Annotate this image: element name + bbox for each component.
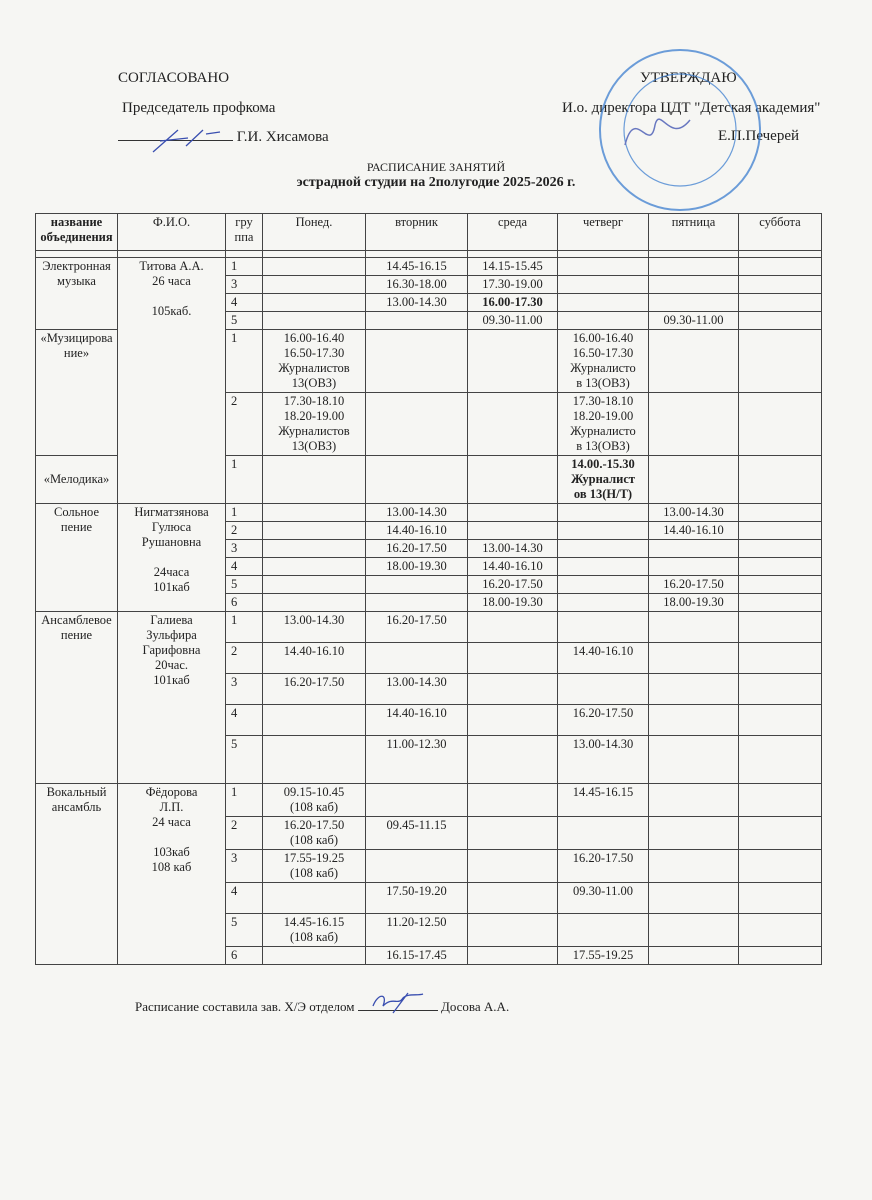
schedule-cell: [468, 914, 558, 947]
schedule-cell: 13.00-14.30: [468, 540, 558, 558]
program-name: Вокальный ансамбль: [36, 784, 118, 965]
schedule-cell: [263, 705, 366, 736]
schedule-cell: [558, 294, 649, 312]
schedule-cell: 13.00-14.30: [366, 504, 468, 522]
schedule-cell: 16.20-17.50: [468, 576, 558, 594]
empty-cell: [118, 251, 226, 258]
group-number: 3: [226, 276, 263, 294]
schedule-cell: 16.20-17.50: [366, 612, 468, 643]
schedule-cell: [739, 258, 822, 276]
schedule-cell: [468, 736, 558, 784]
teacher-name: Нигматзянова Гулюса Рушановна 24часа 101каб: [118, 504, 226, 612]
schedule-cell: 18.00-19.30: [468, 594, 558, 612]
schedule-cell: 14.40-16.10: [468, 558, 558, 576]
schedule-cell: [468, 330, 558, 393]
schedule-cell: 16.20-17.50: [558, 850, 649, 883]
chair-title: Председатель профкома: [122, 100, 276, 116]
column-header: пятница: [649, 214, 739, 251]
schedule-cell: [739, 276, 822, 294]
schedule-cell: [468, 705, 558, 736]
schedule-cell: [468, 850, 558, 883]
chair-signature-line: [118, 129, 329, 146]
schedule-cell: [558, 674, 649, 705]
schedule-cell: [468, 393, 558, 456]
schedule-cell: [558, 612, 649, 643]
schedule-cell: [739, 594, 822, 612]
schedule-cell: [649, 784, 739, 817]
schedule-cell: [558, 594, 649, 612]
group-number: 3: [226, 540, 263, 558]
schedule-cell: [739, 817, 822, 850]
schedule-cell: 11.20-12.50: [366, 914, 468, 947]
schedule-cell: [263, 312, 366, 330]
schedule-cell: 14.45-16.15: [558, 784, 649, 817]
schedule-cell: 17.30-18.10 18.20-19.00 Журналистов 13(ОВЗ): [263, 393, 366, 456]
schedule-cell: [649, 393, 739, 456]
schedule-cell: 16.20-17.50: [366, 540, 468, 558]
schedule-cell: 14.45-16.15 (108 каб): [263, 914, 366, 947]
schedule-cell: [366, 643, 468, 674]
schedule-cell: [366, 784, 468, 817]
group-number: 5: [226, 576, 263, 594]
schedule-cell: [649, 330, 739, 393]
schedule-cell: 13.00-14.30: [649, 504, 739, 522]
schedule-cell: [649, 947, 739, 965]
schedule-cell: [649, 736, 739, 784]
schedule-cell: [558, 258, 649, 276]
document-title: РАСПИСАНИЕ ЗАНЯТИЙ: [366, 160, 506, 174]
schedule-cell: [468, 456, 558, 504]
schedule-cell: [739, 643, 822, 674]
schedule-cell: 13.00-14.30: [263, 612, 366, 643]
empty-cell: [558, 251, 649, 258]
footer: [135, 996, 509, 1015]
schedule-cell: [649, 674, 739, 705]
schedule-cell: [739, 294, 822, 312]
schedule-cell: [739, 914, 822, 947]
schedule-cell: [649, 914, 739, 947]
program-name: «Музицирова ние»: [36, 330, 118, 456]
schedule-cell: [468, 504, 558, 522]
schedule-cell: [558, 576, 649, 594]
schedule-cell: 13.00-14.30: [558, 736, 649, 784]
schedule-cell: [366, 393, 468, 456]
schedule-cell: 17.50-19.20: [366, 883, 468, 914]
schedule-cell: [649, 456, 739, 504]
schedule-cell: 16.20-17.50: [558, 705, 649, 736]
schedule-cell: [558, 914, 649, 947]
column-header: суббота: [739, 214, 822, 251]
schedule-cell: [649, 643, 739, 674]
schedule-cell: [468, 674, 558, 705]
schedule-cell: [739, 330, 822, 393]
column-header: гру ппа: [226, 214, 263, 251]
schedule-cell: 14.00.-15.30 Журналист ов 13(Н/Т): [558, 456, 649, 504]
group-number: 1: [226, 784, 263, 817]
schedule-cell: 16.15-17.45: [366, 947, 468, 965]
spacer-row: [36, 251, 822, 258]
schedule-cell: [739, 784, 822, 817]
schedule-cell: [739, 705, 822, 736]
schedule-cell: [739, 312, 822, 330]
schedule-cell: [366, 456, 468, 504]
schedule-cell: 17.30-19.00: [468, 276, 558, 294]
schedule-cell: [263, 558, 366, 576]
schedule-cell: [263, 947, 366, 965]
empty-cell: [468, 251, 558, 258]
schedule-cell: [649, 883, 739, 914]
document-subtitle: эстрадной студии на 2полугодие 2025-2026 г.: [296, 175, 576, 190]
footer-label: Расписание составила зав. Х/Э отделом: [135, 999, 355, 1014]
schedule-cell: [366, 312, 468, 330]
table-row: [36, 784, 822, 817]
schedule-cell: [649, 558, 739, 576]
schedule-cell: 18.00-19.30: [649, 594, 739, 612]
column-header: четверг: [558, 214, 649, 251]
column-header: название объединения: [36, 214, 118, 251]
schedule-cell: 09.30-11.00: [649, 312, 739, 330]
agreed-label: СОГЛАСОВАНО: [118, 70, 230, 86]
schedule-cell: [739, 522, 822, 540]
group-number: 5: [226, 914, 263, 947]
table-row: [36, 504, 822, 522]
schedule-cell: 14.40-16.10: [263, 643, 366, 674]
table-row: [36, 612, 822, 643]
chair-name: Г.И. Хисамова: [236, 129, 329, 145]
program-name: Ансамблевое пение: [36, 612, 118, 784]
schedule-cell: [739, 576, 822, 594]
schedule-cell: [263, 276, 366, 294]
group-number: 1: [226, 504, 263, 522]
group-number: 3: [226, 674, 263, 705]
schedule-cell: [739, 456, 822, 504]
schedule-cell: [468, 612, 558, 643]
schedule-cell: 09.15-10.45 (108 каб): [263, 784, 366, 817]
column-header: среда: [468, 214, 558, 251]
schedule-cell: 18.00-19.30: [366, 558, 468, 576]
schedule-cell: [468, 643, 558, 674]
schedule-cell: [739, 736, 822, 784]
schedule-cell: 14.40-16.10: [366, 522, 468, 540]
teacher-name: Фёдорова Л.П. 24 часа 103каб 108 каб: [118, 784, 226, 965]
schedule-cell: [263, 594, 366, 612]
empty-cell: [36, 251, 118, 258]
schedule-cell: [366, 576, 468, 594]
schedule-cell: 16.20-17.50: [263, 674, 366, 705]
schedule-cell: 17.55-19.25: [558, 947, 649, 965]
signature-chair: [118, 140, 233, 141]
schedule-cell: [366, 594, 468, 612]
director-title: И.о. директора ЦДТ "Детская академия": [562, 100, 821, 116]
schedule-cell: [739, 883, 822, 914]
group-number: 1: [226, 456, 263, 504]
empty-cell: [366, 251, 468, 258]
schedule-cell: 09.45-11.15: [366, 817, 468, 850]
column-header: вторник: [366, 214, 468, 251]
schedule-cell: [263, 504, 366, 522]
schedule-cell: [558, 504, 649, 522]
schedule-cell: [558, 276, 649, 294]
teacher-name: Галиева Зульфира Гарифовна 20час. 101каб: [118, 612, 226, 784]
schedule-cell: [366, 850, 468, 883]
schedule-cell: 13.00-14.30: [366, 674, 468, 705]
schedule-cell: 14.40-16.10: [649, 522, 739, 540]
schedule-cell: [649, 817, 739, 850]
schedule-cell: 09.30-11.00: [468, 312, 558, 330]
group-number: 4: [226, 883, 263, 914]
schedule-cell: [739, 558, 822, 576]
group-number: 3: [226, 850, 263, 883]
schedule-cell: 16.20-17.50 (108 каб): [263, 817, 366, 850]
schedule-cell: [558, 522, 649, 540]
schedule-cell: [263, 294, 366, 312]
empty-cell: [739, 251, 822, 258]
group-number: 4: [226, 705, 263, 736]
empty-cell: [226, 251, 263, 258]
program-name: Сольное пение: [36, 504, 118, 612]
signature-author: [358, 996, 438, 1011]
schedule-cell: [739, 612, 822, 643]
schedule-cell: 09.30-11.00: [558, 883, 649, 914]
schedule-cell: 14.40-16.10: [366, 705, 468, 736]
schedule-cell: [739, 393, 822, 456]
teacher-name: Титова А.А. 26 часа 105каб.: [118, 258, 226, 504]
footer-name: Досова А.А.: [440, 999, 510, 1014]
schedule-cell: 17.55-19.25 (108 каб): [263, 850, 366, 883]
program-name: Электронная музыка: [36, 258, 118, 330]
group-number: 1: [226, 330, 263, 393]
group-number: 2: [226, 522, 263, 540]
schedule-cell: [739, 674, 822, 705]
empty-cell: [263, 251, 366, 258]
schedule-cell: [263, 258, 366, 276]
schedule-cell: [739, 504, 822, 522]
schedule-cell: 16.00-16.40 16.50-17.30 Журналисто в 13(ОВЗ): [558, 330, 649, 393]
approve-label: УТВЕРЖДАЮ: [640, 70, 737, 86]
schedule-cell: 13.00-14.30: [366, 294, 468, 312]
schedule-cell: 17.30-18.10 18.20-19.00 Журналисто в 13(ОВЗ): [558, 393, 649, 456]
schedule-cell: 14.15-15.45: [468, 258, 558, 276]
schedule-cell: [649, 705, 739, 736]
signature-chair-icon: [148, 126, 228, 156]
schedule-cell: [739, 540, 822, 558]
schedule-cell: [649, 540, 739, 558]
group-number: 2: [226, 393, 263, 456]
schedule-cell: [649, 294, 739, 312]
schedule-cell: 11.00-12.30: [366, 736, 468, 784]
table-row: [36, 258, 822, 276]
schedule-cell: [468, 883, 558, 914]
schedule-cell: [649, 850, 739, 883]
schedule-cell: [468, 817, 558, 850]
program-name: «Мелодика»: [36, 456, 118, 504]
schedule-cell: [263, 456, 366, 504]
schedule-cell: [468, 947, 558, 965]
schedule-cell: 16.00-17.30: [468, 294, 558, 312]
signature-author-icon: [368, 988, 428, 1014]
group-number: 1: [226, 258, 263, 276]
schedule-cell: 16.00-16.40 16.50-17.30 Журналистов 13(ОВЗ): [263, 330, 366, 393]
schedule-cell: [649, 276, 739, 294]
schedule-cell: [263, 576, 366, 594]
schedule-cell: [468, 784, 558, 817]
schedule-cell: [263, 736, 366, 784]
group-number: 6: [226, 594, 263, 612]
table-header-row: [36, 214, 822, 251]
group-number: 2: [226, 643, 263, 674]
schedule-cell: 16.20-17.50: [649, 576, 739, 594]
schedule-cell: [739, 850, 822, 883]
schedule-cell: [558, 817, 649, 850]
group-number: 4: [226, 294, 263, 312]
group-number: 4: [226, 558, 263, 576]
group-number: 1: [226, 612, 263, 643]
schedule-table: [35, 213, 822, 965]
schedule-cell: [468, 522, 558, 540]
empty-cell: [649, 251, 739, 258]
group-number: 5: [226, 312, 263, 330]
schedule-cell: [366, 330, 468, 393]
schedule-cell: [649, 258, 739, 276]
group-number: 6: [226, 947, 263, 965]
column-header: Ф.И.О.: [118, 214, 226, 251]
schedule-cell: [739, 947, 822, 965]
schedule-cell: [649, 612, 739, 643]
schedule-cell: [263, 540, 366, 558]
schedule-cell: 16.30-18.00: [366, 276, 468, 294]
group-number: 2: [226, 817, 263, 850]
schedule-cell: [263, 883, 366, 914]
schedule-cell: [263, 522, 366, 540]
schedule-cell: [558, 540, 649, 558]
schedule-cell: 14.45-16.15: [366, 258, 468, 276]
column-header: Понед.: [263, 214, 366, 251]
group-number: 5: [226, 736, 263, 784]
schedule-cell: [558, 312, 649, 330]
schedule-cell: [558, 558, 649, 576]
director-name: Е.П.Печерей: [718, 128, 799, 144]
schedule-cell: 14.40-16.10: [558, 643, 649, 674]
